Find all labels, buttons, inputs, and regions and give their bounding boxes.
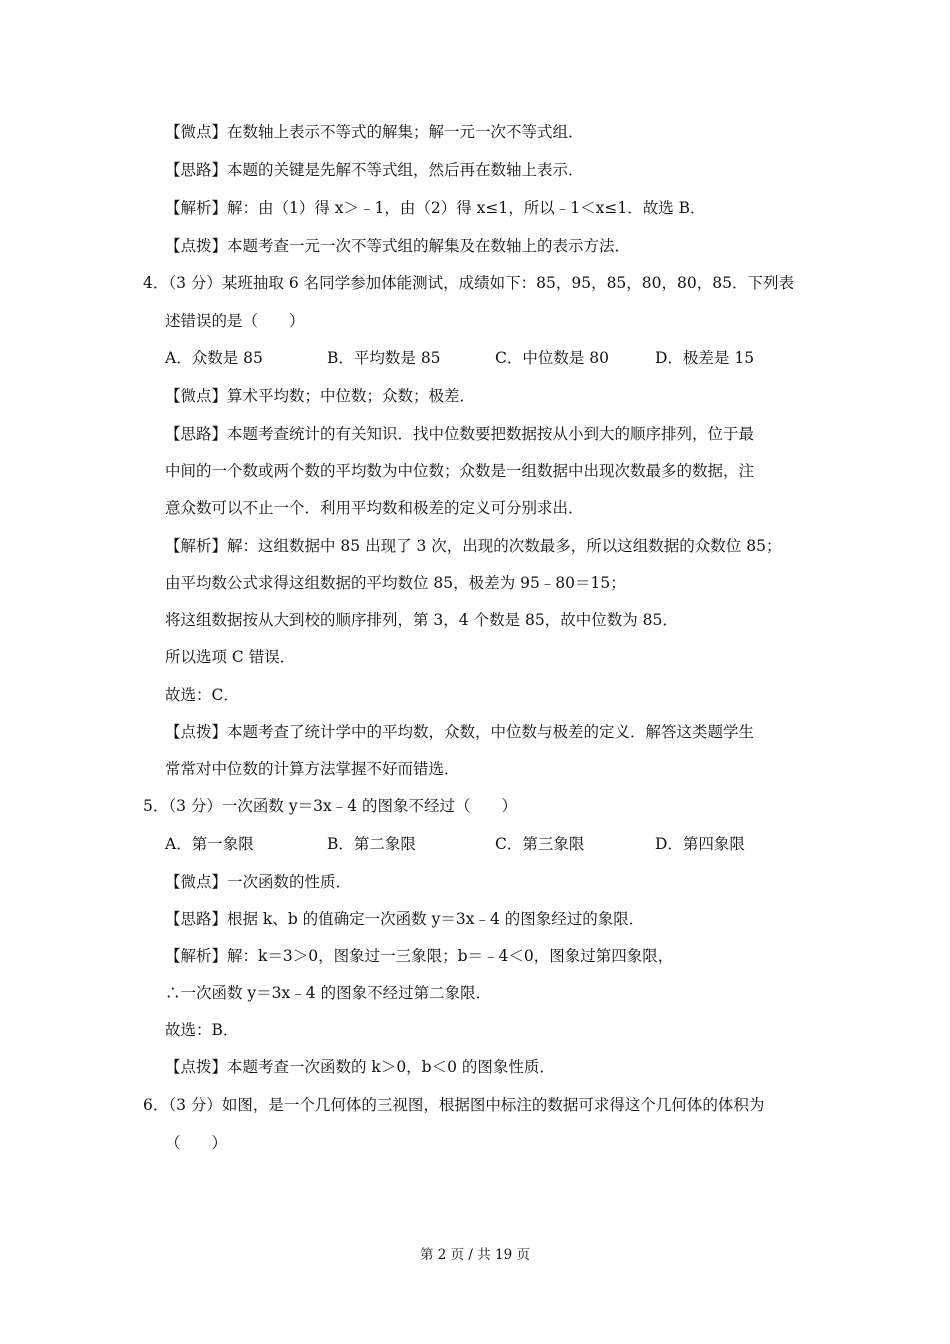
q4-jiexi-line3: 将这组数据按从大到校的顺序排列，第 3，4 个数是 85，故中位数为 85． xyxy=(165,611,678,629)
q5-option-a: A．第一象限 xyxy=(165,835,254,853)
q5-dianbo: 【点拨】本题考查一次函数的 k＞0，b＜0 的图象性质． xyxy=(165,1058,555,1076)
q5-stem: 5．（3 分）一次函数 y＝3x﹣4 的图象不经过（ ） xyxy=(143,797,517,815)
q4-jiexi-line2: 由平均数公式求得这组数据的平均数位 85，极差为 95﹣80＝15； xyxy=(165,574,626,592)
q5-silu: 【思路】根据 k、b 的值确定一次函数 y＝3x﹣4 的图象经过的象限． xyxy=(165,910,645,928)
page-footer: 第 2 页 / 共 19 页 xyxy=(419,1247,531,1263)
q4-jiexi-line4: 所以选项 C 错误． xyxy=(165,648,296,666)
q4-option-d: D．极差是 15 xyxy=(655,349,755,367)
q4-option-c: C．中位数是 80 xyxy=(495,349,610,367)
q3-jiexi: 【解析】解：由（1）得 x＞﹣1，由（2）得 x≤1，所以﹣1＜x≤1．故选 B． xyxy=(165,199,706,217)
q3-weidian: 【微点】在数轴上表示不等式的解集；解一元一次不等式组． xyxy=(165,123,584,141)
q4-silu-line1: 【思路】本题考查统计的有关知识．找中位数要把数据按从小到大的顺序排列，位于最 xyxy=(165,425,755,443)
q5-weidian: 【微点】一次函数的性质． xyxy=(165,873,352,891)
q4-stem-line1: 4．（3 分）某班抽取 6 名同学参加体能测试，成绩如下：85，95，85，80，80，85．下列表 xyxy=(143,274,794,292)
q4-silu-line3: 意众数可以不止一个．利用平均数和极差的定义可分别求出． xyxy=(165,499,584,517)
q4-dianbo-line2: 常常对中位数的计算方法掌握不好而错选． xyxy=(165,760,460,778)
q3-dianbo: 【点拨】本题考查一元一次不等式组的解集及在数轴上的表示方法． xyxy=(165,237,631,255)
q5-option-c: C．第三象限 xyxy=(495,835,585,853)
q4-silu-line2: 中间的一个数或两个数的平均数为中位数；众数是一组数据中出现次数最多的数据，注 xyxy=(165,462,755,480)
q4-jiexi-line1: 【解析】解：这组数据中 85 出现了 3 次，出现的次数最多，所以这组数据的众数位 85； xyxy=(165,537,782,555)
q5-jiexi-line3: 故选：B． xyxy=(165,1021,239,1039)
q4-jiexi-line5: 故选：C． xyxy=(165,686,239,704)
q4-option-a: A．众数是 85 xyxy=(165,349,263,367)
q6-stem-line1: 6．（3 分）如图，是一个几何体的三视图，根据图中标注的数据可求得这个几何体的体积为 xyxy=(143,1096,765,1114)
q5-option-d: D．第四象限 xyxy=(655,835,745,853)
q4-option-b: B．平均数是 85 xyxy=(327,349,441,367)
q4-stem-line2: 述错误的是（ ） xyxy=(165,312,305,330)
q4-weidian: 【微点】算术平均数；中位数；众数；极差． xyxy=(165,387,476,405)
q5-jiexi-line1: 【解析】解：k＝3＞0，图象过一三象限；b＝﹣4＜0，图象过第四象限， xyxy=(165,947,674,965)
q6-stem-line2: （ ） xyxy=(165,1134,228,1152)
q3-silu: 【思路】本题的关键是先解不等式组，然后再在数轴上表示． xyxy=(165,161,584,179)
q5-option-b: B．第二象限 xyxy=(327,835,416,853)
q5-jiexi-line2: ∴一次函数 y＝3x﹣4 的图象不经过第二象限． xyxy=(165,984,492,1002)
q4-dianbo-line1: 【点拨】本题考查了统计学中的平均数，众数，中位数与极差的定义．解答这类题学生 xyxy=(165,723,755,741)
